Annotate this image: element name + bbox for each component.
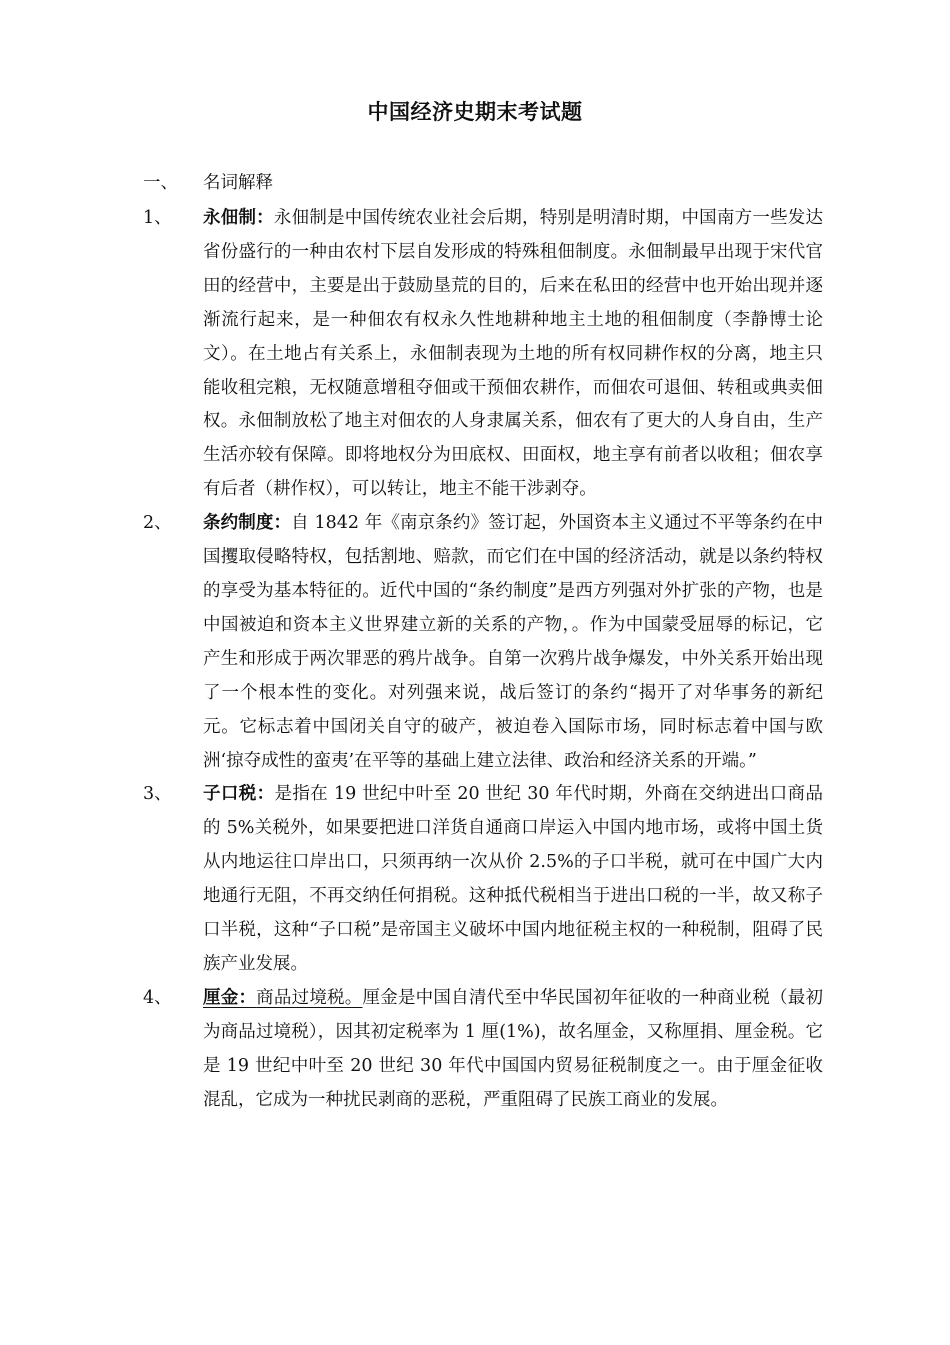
entry-number: 3、 <box>143 784 172 805</box>
entry-term: 子口税： <box>203 784 275 805</box>
entry-number: 2、 <box>143 513 172 534</box>
entry-term-extra: 商品过境税。 <box>256 987 363 1008</box>
section-number: 一、 <box>143 173 178 193</box>
entry-term <box>203 988 363 1008</box>
entry-text: 永佃制是中国传统农业社会后期，特别是明清时期，中国南方一些发达省份盛行的一种由农村下层自发形成的特殊租佃制度。永佃制最早出现于宋代官田的经营中，主要是出于鼓励垦荒的目的，后来在私田的经营中也开始出现并逐渐流行起来，是一种佃农有权永久性地耕种地主土地的租佃制度（李静博士论文）。在土地占有关系上，永佃制表现为土地的所有权同耕作权的分离，地主只能收租完粮，无权随意增租夺佃或干预佃农耕作，而佃农可退佃、转租或典卖佃权。永佃制放松了地主对佃农的人身隶属关系，佃农有了更大的人身自由，生产生活亦较有保障。即将地权分为田底权、田面权，地主享有前者以收租；佃农享有后者（耕作权），可以转让，地主不能干涉剥夺。 <box>203 208 824 500</box>
term-entry-1 <box>143 202 823 507</box>
term-entry-2 <box>143 507 823 778</box>
entry-text: 厘金是中国自清代至中华民国初年征收的一种商业税（最初为商品过境税），因其初定税率为 1 厘(1%)，故名厘金，又称厘捐、厘金税。它是 19 世纪中叶至 20 世纪 30 年代中国国内贸易征税制度之一。由于厘金征收混乱，它成为一种扰民剥商的恶税，严重阻碍了民族工商业的发展。 <box>203 987 824 1110</box>
entry-term: 永佃制： <box>203 208 274 228</box>
entry-text: 自 1842 年《南京条约》签订起，外国资本主义通过不平等条约在中国攫取侵略特权，包括割地、赔款，而它们在中国的经济活动，就是以条约特权的享受为基本特征的。近代中国的“条约制度”是西方列强对外扩张的产物，也是中国被迫和资本主义世界建立新的关系的产物，。作为中国蒙受屈辱的标记，它产生和形成于两次罪恶的鸦片战争。自第一次鸦片战争爆发，中外关系开始出现了一个根本性的变化。对列强来说，战后签订的条约“揭开了对华事务的新纪元。它标志着中国闭关自守的破产，被迫卷入国际市场，同时标志着中国与欧洲‘掠夺成性的蛮夷’在平等的基础上建立法律、政治和经济关系的开端。” <box>203 513 823 771</box>
section-label: 名词解释 <box>203 173 273 193</box>
page-title: 中国经济史期末考试题 <box>367 99 583 124</box>
entry-number: 1、 <box>143 208 172 228</box>
term-list <box>143 202 823 1117</box>
entry-term: 条约制度： <box>203 513 292 534</box>
section-heading <box>143 170 273 196</box>
entry-text: 是指在 19 世纪中叶至 20 世纪 30 年代时期，外商在交纳进出口商品的 5%关税外，如果要把进口洋货自通商口岸运入中国内地市场，或将中国土货从内地运往口岸出口，只须再纳一次从价 2.5%的子口半税，就可在中国广大内地通行无阻，不再交纳任何捐税。这种抵代税相当于进出口税的一半，故又称子口半税，这种“子口税”是帝国主义破坏中国内地征税主权的一种税制，阻碍了民族产业发展。 <box>203 784 823 974</box>
entry-term-label: 厘金： <box>203 987 257 1008</box>
term-entry-4 <box>143 982 823 1118</box>
term-entry-3 <box>143 778 823 981</box>
entry-number: 4、 <box>143 987 172 1008</box>
